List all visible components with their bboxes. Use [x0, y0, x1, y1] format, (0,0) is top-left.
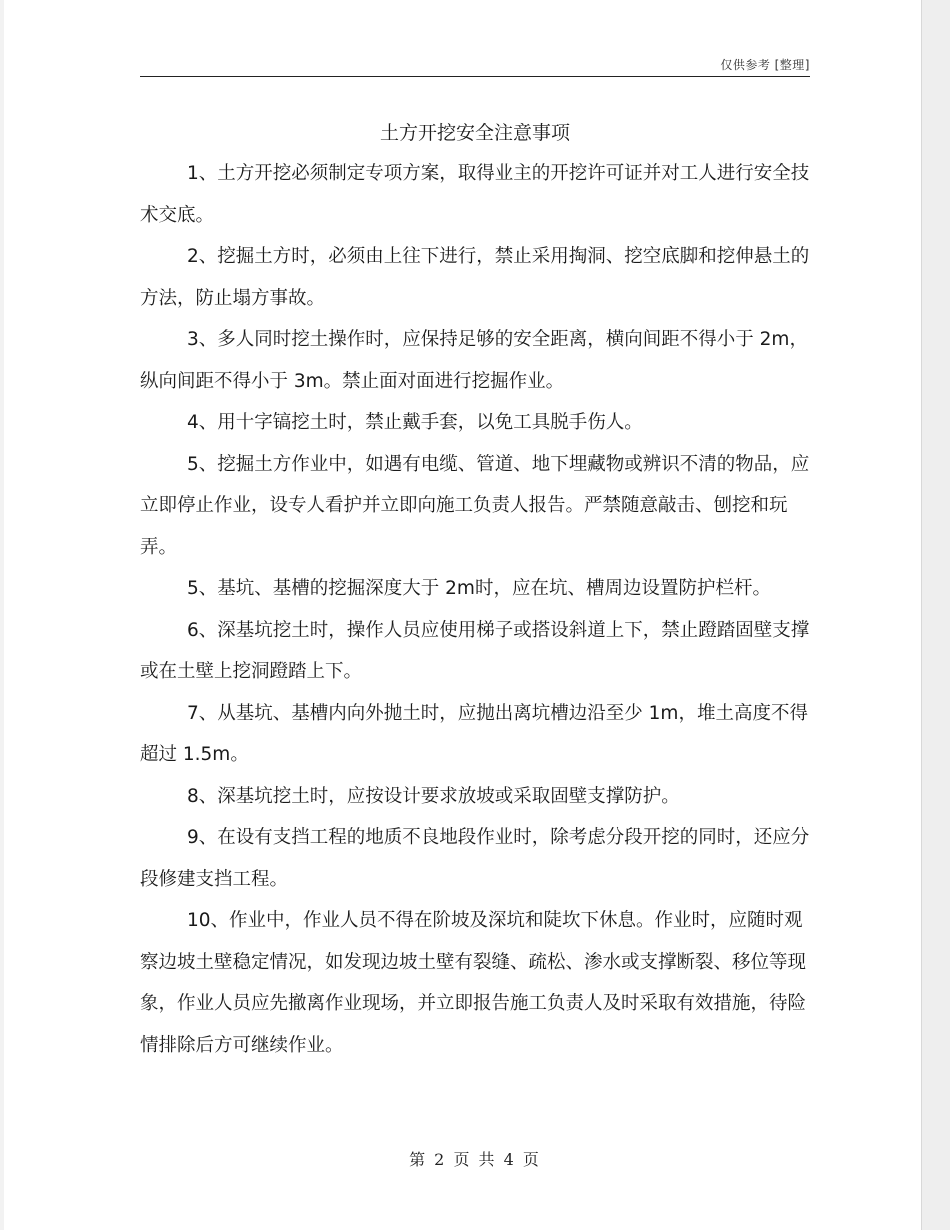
page-number-footer: 第 2 页 共 4 页	[409, 1150, 541, 1169]
paragraph-9: 9、在设有支挡工程的地质不良地段作业时，除考虑分段开挖的同时，还应分段修建支挡工程。	[140, 827, 810, 890]
paragraph-1: 1、土方开挖必须制定专项方案，取得业主的开挖许可证并对工人进行安全技术交底。	[140, 163, 810, 226]
paragraph-6: 6、深基坑挖土时，操作人员应使用梯子或搭设斜道上下，禁止蹬踏固壁支撑或在土壁上挖洞蹬踏上下。	[140, 619, 810, 682]
paragraph-5: 5、挖掘土方作业中，如遇有电缆、管道、地下埋藏物或辨识不清的物品，应立即停止作业，设专人看护并立即向施工负责人报告。严禁随意敲击、刨挖和玩弄。	[140, 453, 810, 558]
header-note: 仅供参考 [整理]	[720, 58, 810, 72]
page-right-edge	[921, 0, 950, 1230]
document-body	[140, 153, 810, 1066]
paragraph-5b: 5、基坑、基槽的挖掘深度大于 2m时，应在坑、槽周边设置防护栏杆。	[187, 578, 771, 599]
page-left-edge	[0, 0, 4, 1230]
paragraph-7: 7、从基坑、基槽内向外抛土时，应抛出离坑槽边沿至少 1m，堆土高度不得超过 1.5m。	[140, 702, 808, 765]
paragraph-10: 10、作业中，作业人员不得在阶坡及深坑和陡坎下休息。作业时，应随时观察边坡土壁稳定情况，如发现边坡土壁有裂缝、疏松、渗水或支撑断裂、移位等现象，作业人员应先撤离作业现场，并立即报告施工负责人及时采取有效措施，待险情排除后方可继续作业。	[140, 910, 807, 1056]
paragraph-2: 2、挖掘土方时，必须由上往下进行，禁止采用掏洞、挖空底脚和挖伸悬土的方法，防止塌方事故。	[140, 246, 810, 309]
paragraph-4: 4、用十字镐挖土时，禁止戴手套，以免工具脱手伤人。	[187, 412, 643, 433]
paragraph-8: 8、深基坑挖土时，应按设计要求放坡或采取固壁支撑防护。	[187, 785, 680, 807]
document-title: 土方开挖安全注意事项	[379, 122, 570, 144]
paragraph-3: 3、多人同时挖土操作时，应保持足够的安全距离，横向间距不得小于 2m，纵向间距不得小于 3m。禁止面对面进行挖掘作业。	[140, 329, 808, 392]
header-divider	[140, 76, 810, 77]
